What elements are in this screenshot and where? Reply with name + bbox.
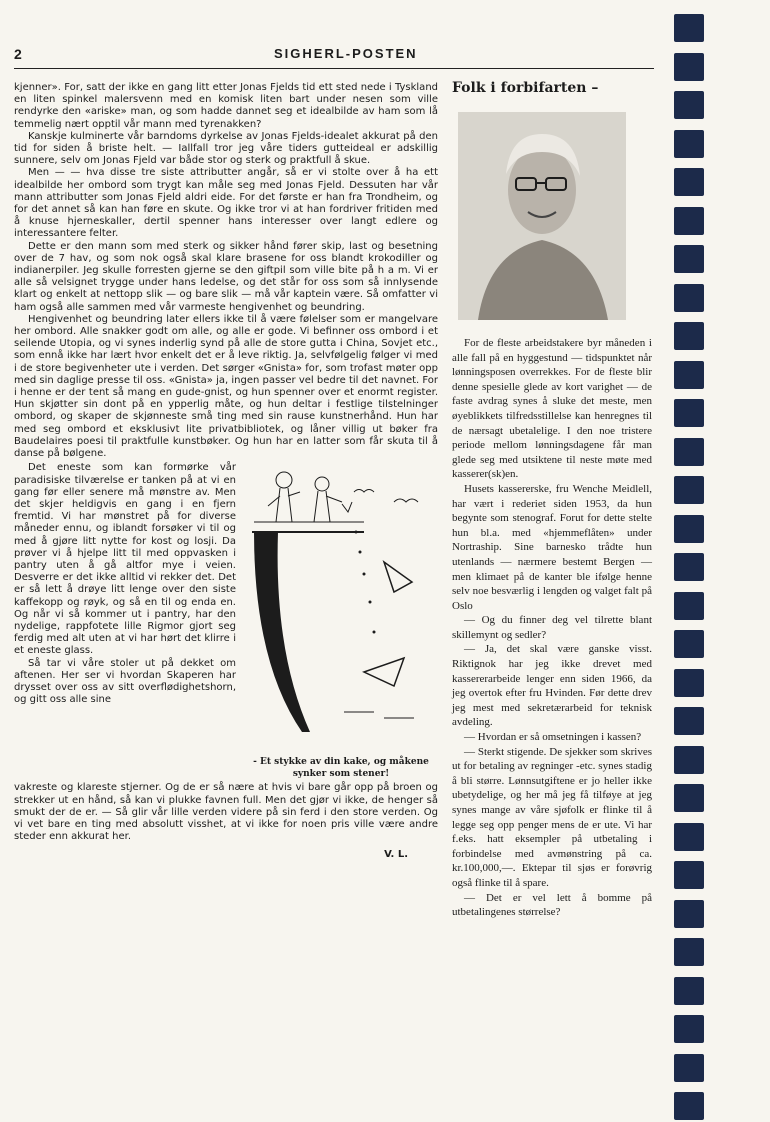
article-paragraph: vakreste og klareste stjerner. Og de er så nære at hvis vi bare går opp på broen og strekker ut en hånd, så kan vi plukke favnen full. Men det gjør vi ikke, de henger så smukt der de er. — Så glir vår lille verden videre på sin ferd i den store verden. Og vi vet bare en ting med absolutt visshet, at vi ikke for noen pris ville være andre steder enn akkurat her. — [14, 782, 438, 843]
binding-bar — [674, 207, 704, 235]
article-paragraph: Men — — hva disse tre siste attributter angår, så er vi stolte over å ha ett idealbilde her ombord som trygt kan måle seg med Jonas Fjeld. Dessuten har vår mann attributter som Jonas Fjeld aldri eide. For det første er han fra Trondheim, og for det annet så kan han føre en skute. Og ikke tror vi at han fordriver fritiden med å knuse hjerneskaller, dertil spenner hans interesser over langt edlere og interessantere felter. — [14, 167, 438, 240]
binding-bar — [674, 900, 704, 928]
binding-bar — [674, 784, 704, 812]
binding-bar — [674, 91, 704, 119]
left-article — [14, 82, 438, 862]
wrapped-text — [14, 462, 236, 780]
binding-bar — [674, 669, 704, 697]
binding-bar — [674, 1015, 704, 1043]
woman-portrait-image — [458, 112, 626, 320]
article-paragraph: Husets kassererske, fru Wenche Meidlell, har vært i rederiet siden 1953, da hun begynte som stenograf. Forut for dette stelte hun bl.a. med «hjemmeflåten» under Nortraship. Sine barnesko trådte hun utenlands — nærmere bestemt Bergen — men klimaet på de kanter ble ifølge henne selv noe besværlig i lengden og valget falt på Oslo — [452, 482, 652, 612]
binding-bar — [674, 1092, 704, 1120]
binding-bar — [674, 553, 704, 581]
binding-bar — [674, 438, 704, 466]
article-paragraph: — Det er vel lett å bomme på utbetalingenes størrelse? — [452, 891, 652, 919]
binding-bar — [674, 245, 704, 273]
binding-bar — [674, 476, 704, 504]
binding-bar — [674, 399, 704, 427]
article-paragraph: Så tar vi våre stoler ut på dekket om aftenen. Her ser vi hvordan Skaperen har drysset over oss av sitt overflødighetshorn, og gitt oss alle sine — [14, 657, 236, 706]
binding-bar — [674, 130, 704, 158]
caption-line: synker som stener! — [292, 769, 390, 780]
article-paragraph: — Ja, det skal være ganske visst. Riktignok har jeg ikke drevet med kassererarbeide lenger enn siden 1966, da jeg overtok efter fru Hvinden. Før dette drev jeg mest med sekretærarbeid for teknisk avdeling. — [452, 643, 652, 729]
right-article — [452, 80, 652, 920]
binding-bar — [674, 1054, 704, 1082]
page-number: 2 — [14, 46, 22, 62]
cartoon-caption — [244, 756, 438, 780]
binding-bar — [674, 977, 704, 1005]
illustrated-section — [14, 462, 438, 780]
header-rule — [14, 68, 654, 69]
article-paragraph: Dette er den mann som med sterk og sikker hånd fører skip, last og besetning over de 7 hav, og som nok også skal klare brasene for oss blandt krokodiller og indianerpiler. Jeg skulle forresten gjerne se den giftpil som ville bite på h a m. Vi er alle så velsignet trygge under hans ledelse, og det står for oss som så innlysende klart og enkelt at nettopp slik — og bare slik — må vår kaptein være. Så omfatter vi ham også alle sammen med vår varmeste hengivenhet og beundring. — [14, 240, 438, 313]
binding-bar — [674, 284, 704, 312]
binding-bar — [674, 515, 704, 543]
article-paragraph: Det eneste som kan formørke vår paradisiske tilværelse er tanken på at vi en gang før eller senere må mønstre av. Men det skjer heldigvis en gang i en fjern fremtid. Vi har mønstret på for diverse måneder ennu, og iblandt forsøker vi til og med å gjøre litt nytte for kost og losji. Da prøver vi å hjelpe litt til med oppvasken i pantry uten å gå altfor mye i veien. Desverre er det ikke alltid vi rekker det. Det er så lett å drøye litt lenge over den siste kaffekopp og røyk, og så en til og enda en. Og når vi så kommer ut i pantry, har den nydelige, rappfotete lille Rigmor gjort seg ferdig med alt uten at vi har hørt det klirre i et eneste glass. — [14, 462, 236, 657]
interview-text — [452, 336, 652, 920]
binding-bar — [674, 322, 704, 350]
binding-bar — [674, 361, 704, 389]
article-paragraph: Kanskje kulminerte vår barndoms dyrkelse av Jonas Fjelds-idealet akkurat på den tid for siden å briste helt. — Iallfall tror jeg våre tiders gutteideal er adskillig sunnere, selv om Jonas Fjeld var både stor og sterk og praktfull å skue. — [14, 130, 438, 167]
caption-line: - Et stykke av din kake, og måkene — [253, 757, 429, 768]
binding-bar — [674, 707, 704, 735]
article-paragraph: — Og du finner deg vel tilrette blant skillemynt og sedler? — [452, 614, 652, 641]
binding-bar — [674, 14, 704, 42]
article-paragraph: Hengivenhet og beundring later ellers ikke til å være følelser som er mangelvare her ombord. Alle snakker godt om alle, og alle er gode. Vi befinner oss ombord i et seilende Utopia, og vi synes inderlig synd på alle de store gutta i China, Sovjet etc., som ennå ikke har lært hvor enkelt det er å leve riktig. Ja, selvfølgelig følger vi med i de store begivenheter ute i verden. Det sørger «Gnista» for, som trofast møter opp med sin daglige presse til oss. «Gnista» ja, ingen passer vel bedre til det navnet. For i henne er der tent så mang en gude-gnist, og hun spenner over et enormt register. Hun skjøtter sin dont på en ypperlig måte, og hun deltar i festlige tilstelninger ombord, og skaper de skjønneste små ting med sin rause kunstnerhånd. Hun har med seg ombord et eksklusivt lite privatbibliotek, og låner villig ut bøker fra Baudelaires poesi til praktfulle kunstbøker. Og hun har en latter som får skuta til å danse på bølgene. — [14, 313, 438, 460]
column-title: Folk i forbifarten – — [452, 80, 599, 96]
binding-bar — [674, 861, 704, 889]
cartoon-illustration — [244, 462, 438, 780]
page-header — [14, 46, 644, 66]
ship-cartoon-drawing — [244, 462, 438, 752]
binding-bar — [674, 823, 704, 851]
article-paragraph: For de fleste arbeidstakere byr måneden i alle fall på en hyggestund — tidspunktet når lønningsposen overrekkes. For de fleste blir denne spesielle glede av kort varighet — de faste avdrag synes å sluke det meste, men øyeblikkets tilfredsstillelse kan henregnes til de nærsagt ubetalelige. I den noe tristere periode mellom lønningsdagene får man glede seg med utsiktene til neste møte med kasserer(sk)en. — [452, 337, 652, 481]
binding-bar — [674, 592, 704, 620]
spiral-binding — [674, 0, 714, 1122]
binding-bar — [674, 938, 704, 966]
binding-bar — [674, 53, 704, 81]
article-paragraph: — Hvordan er så omsetningen i kassen? — [464, 731, 642, 744]
publication-title: SIGHERL-POSTEN — [274, 46, 418, 61]
article-paragraph: — Sterkt stigende. De sjekker som skrives ut for betaling av regninger -etc. synes stadig å bli større. Lønnsutgiftene er jo heller ikke ubetydelige, og her må jeg få tilføye at jeg synes mange av våre sjøfolk er flinke til å legge seg opp penger mens de er ute. Vi har f.eks. hatt eksempler på utbetaling i forbindelse med avmønstring på ca. kr.100,000,—. Ektepar til sjøs er forøvrig også flinke til å spare. — [452, 745, 652, 889]
binding-bar — [674, 168, 704, 196]
binding-bar — [674, 630, 704, 658]
author-signature: V. L. — [384, 849, 408, 861]
article-paragraph: kjenner». For, satt der ikke en gang litt etter Jonas Fjelds tid ett sted nede i Tyskland en liten spinkel malersvenn med en komisk liten bart under nesen som ville rendyrke den «ariske» man, og som hadde dannet seg et idealbilde av ham som lå temmelig nært opptil vår mann med tyrenakken? — [14, 82, 438, 130]
portrait-photo — [458, 112, 626, 320]
binding-bar — [674, 746, 704, 774]
